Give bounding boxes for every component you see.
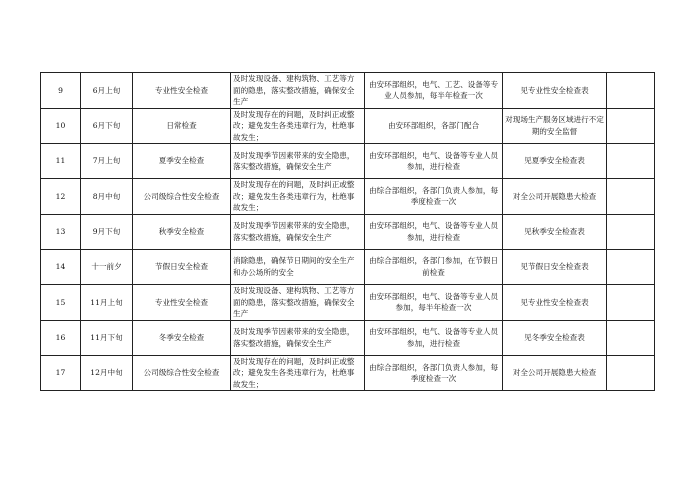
row-form: 见节假日安全检查表 — [503, 249, 607, 284]
inspection-plan-table — [40, 72, 654, 391]
row-type: 专业性安全检查 — [133, 73, 231, 109]
row-note — [607, 249, 655, 284]
row-number: 9 — [41, 73, 81, 109]
row-number: 11 — [41, 144, 81, 179]
row-organizer: 由安环部组织，电气、设备等专业人员参加，进行检查 — [365, 320, 503, 355]
row-form: 对全公司开展隐患大检查 — [503, 355, 607, 391]
row-note — [607, 355, 655, 391]
row-content: 及时发现存在的问题，及时纠正或整改；避免发生各类违章行为，杜绝事故发生； — [231, 355, 365, 391]
row-time: 6月下旬 — [81, 108, 133, 144]
row-note — [607, 320, 655, 355]
row-number: 13 — [41, 214, 81, 249]
row-number: 14 — [41, 249, 81, 284]
row-type: 公司级综合性安全检查 — [133, 179, 231, 215]
row-note — [607, 144, 655, 179]
row-number: 15 — [41, 285, 81, 321]
row-form: 对全公司开展隐患大检查 — [503, 179, 607, 215]
row-organizer: 由综合部组织，各部门负责人参加，每季度检查一次 — [365, 355, 503, 391]
table-row — [41, 355, 655, 391]
row-number: 10 — [41, 108, 81, 144]
table-row — [41, 108, 655, 144]
table-row — [41, 144, 655, 179]
row-content: 及时发现设备、建构筑物、工艺等方面的隐患，落实整改措施，确保安全生产 — [231, 285, 365, 321]
row-number: 16 — [41, 320, 81, 355]
table-row — [41, 214, 655, 249]
row-form: 见秋季安全检查表 — [503, 214, 607, 249]
row-content: 及时发现季节因素带来的安全隐患，落实整改措施，确保安全生产 — [231, 214, 365, 249]
row-organizer: 由综合部组织，各部门参加，在节假日前检查 — [365, 249, 503, 284]
table-row — [41, 285, 655, 321]
row-type: 专业性安全检查 — [133, 285, 231, 321]
row-content: 消除隐患，确保节日期间的安全生产和办公场所的安全 — [231, 249, 365, 284]
row-note — [607, 179, 655, 215]
row-note — [607, 214, 655, 249]
row-time: 十一前夕 — [81, 249, 133, 284]
table-row — [41, 73, 655, 109]
row-type: 日常检查 — [133, 108, 231, 144]
row-time: 7月上旬 — [81, 144, 133, 179]
row-organizer: 由安环部组织，电气、设备等专业人员参加，每半年检查一次 — [365, 285, 503, 321]
row-organizer: 由综合部组织，各部门负责人参加，每季度检查一次 — [365, 179, 503, 215]
row-organizer: 由安环部组织，电气、设备等专业人员参加，进行检查 — [365, 144, 503, 179]
row-time: 11月下旬 — [81, 320, 133, 355]
row-form: 见夏季安全检查表 — [503, 144, 607, 179]
row-organizer: 由安环部组织，各部门配合 — [365, 108, 503, 144]
row-note — [607, 108, 655, 144]
row-type: 冬季安全检查 — [133, 320, 231, 355]
row-form: 见冬季安全检查表 — [503, 320, 607, 355]
row-note — [607, 73, 655, 109]
table-row — [41, 249, 655, 284]
table-row — [41, 179, 655, 215]
row-form: 见专业性安全检查表 — [503, 285, 607, 321]
row-content: 及时发现存在的问题，及时纠正或整改；避免发生各类违章行为，杜绝事故发生； — [231, 108, 365, 144]
row-time: 8月中旬 — [81, 179, 133, 215]
row-type: 节假日安全检查 — [133, 249, 231, 284]
row-type: 秋季安全检查 — [133, 214, 231, 249]
row-form: 对现场生产服务区域进行不定期的安全监督 — [503, 108, 607, 144]
row-time: 9月下旬 — [81, 214, 133, 249]
row-content: 及时发现季节因素带来的安全隐患，落实整改措施，确保安全生产 — [231, 144, 365, 179]
row-organizer: 由安环部组织，电气、设备等专业人员参加，进行检查 — [365, 214, 503, 249]
row-number: 12 — [41, 179, 81, 215]
row-time: 11月上旬 — [81, 285, 133, 321]
row-content: 及时发现存在的问题，及时纠正或整改；避免发生各类违章行为，杜绝事故发生； — [231, 179, 365, 215]
row-organizer: 由安环部组织，电气、工艺、设备等专业人员参加，每半年检查一次 — [365, 73, 503, 109]
row-type: 夏季安全检查 — [133, 144, 231, 179]
row-content: 及时发现设备、建构筑物、工艺等方面的隐患，落实整改措施，确保安全生产 — [231, 73, 365, 109]
row-content: 及时发现季节因素带来的安全隐患，落实整改措施，确保安全生产 — [231, 320, 365, 355]
row-form: 见专业性安全检查表 — [503, 73, 607, 109]
row-type: 公司级综合性安全检查 — [133, 355, 231, 391]
row-note — [607, 285, 655, 321]
row-time: 12月中旬 — [81, 355, 133, 391]
table-row — [41, 320, 655, 355]
row-number: 17 — [41, 355, 81, 391]
row-time: 6月上旬 — [81, 73, 133, 109]
